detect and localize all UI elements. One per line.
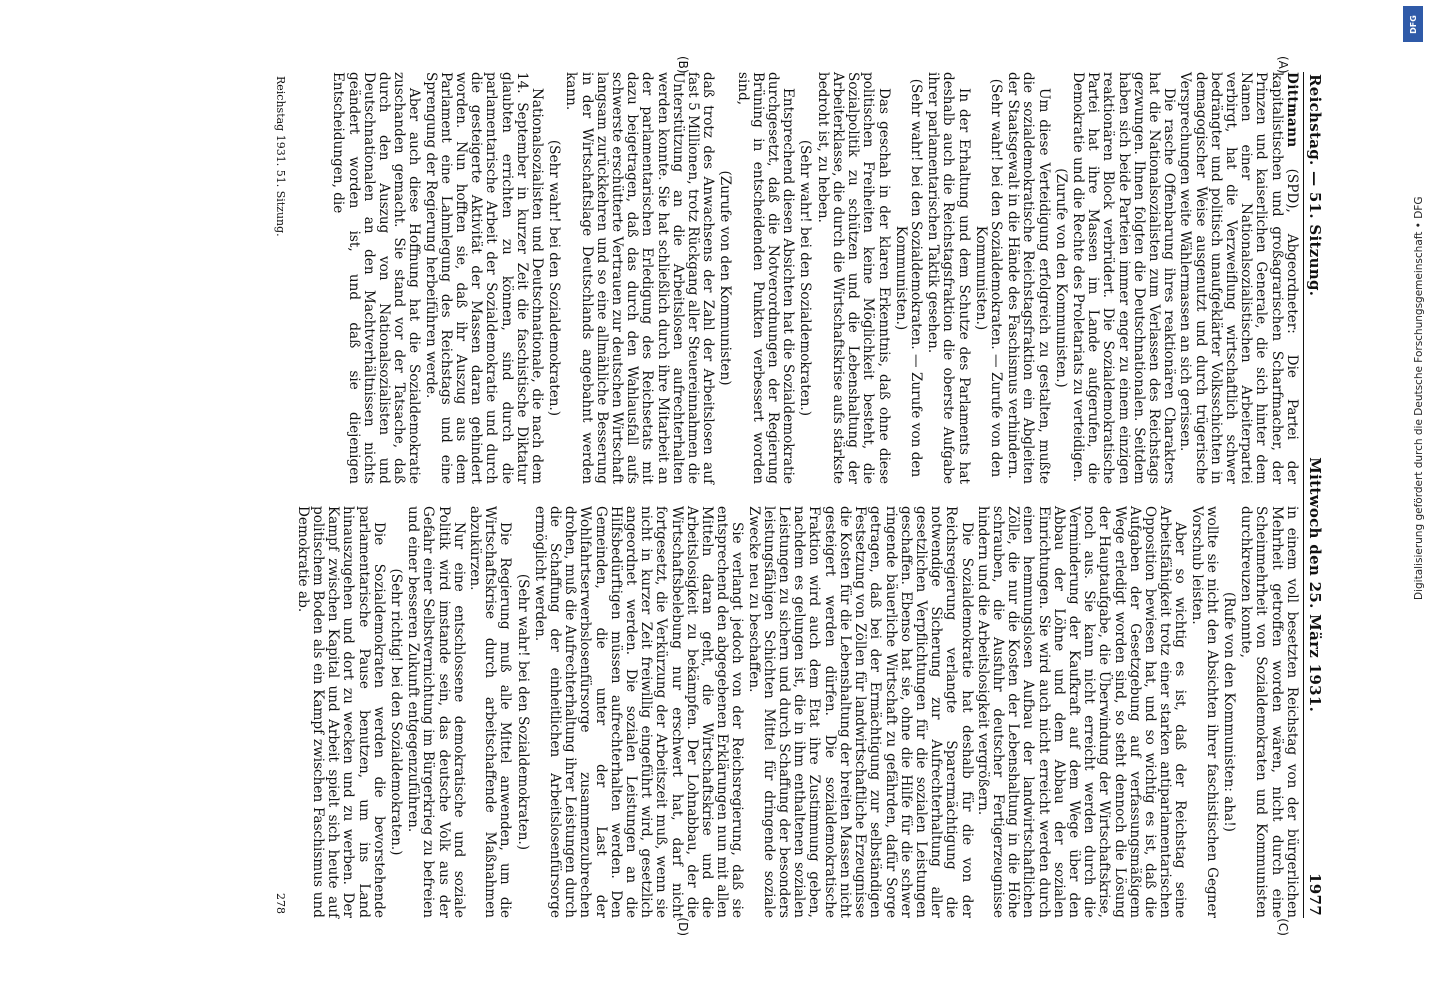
interjection: (Sehr richtig! bei den Sozialdemokraten.) (388, 568, 405, 856)
paragraph: Um diese Verteidigung erfolgreich zu gestalten, mußte die sozialdemokratische Reichstagsfraktion ein Abgleiten der Staatsgewalt in die Hände des Faschismus verhindern. (1005, 72, 1052, 484)
digitization-note (1398, 14, 1428, 600)
interjection: (Sehr wahr! bei den Sozialdemokraten. — Zurufe von den Kommunisten.) (892, 78, 924, 478)
speaker-name: Dittmann (1283, 72, 1300, 148)
paragraph: Sie verlangt jedoch von der Reichsregierung, daß sie entsprechend den abgegebenen Erklärungen nun mit allen Mitteln daran geht, die Wirtschaftskrise und die Arbeitslosigkeit zu bekämpfen. Der Lohnabbau, der die Wirtschaftsbelebung nur erschwert hat, darf nicht fortgesetzt, die Verkürzung der Arbeitszeit muß, wenn sie nicht in kurzer Zeit freiwillig eingeführt wird, gesetzlich angeordnet werden. Die sozialen Leistungen an die Hilfsbedürftigen müssen aufrechterhalten werden. Den Gemeinden, die unter der Last der Wohlfahrtserwerbslosenfürsorge zusammenzubrechen drohen, muß die Aufrechterhaltung ihrer Leistungen durch die Schaffung der einheitlichen Arbeitslosenfürsorge ermöglicht werden. (531, 506, 746, 918)
paragraph: Aber auch diese Hoffnung hat die Sozialdemokratie zuschanden gemacht. Sie stand vor der Tatsache, daß durch den Auszug von Nationalsozialisten und Deutschnationalen an den Machtverhältnissen nichts geändert worden ist, und daß sie diejenigen Entscheidungen, die (330, 72, 423, 484)
header-date: Mittwoch den 25. März 1931. (1306, 457, 1324, 713)
interjection: (Sehr wahr! bei den Sozialdemokraten.) (546, 139, 563, 417)
margin-letter-c: (C) (1276, 918, 1290, 936)
paragraph: Die Sozialdemokratie hat deshalb für die von der Reichsregierung verlangte Sparermächtigung die notwendige Sicherung zur Aufrechterhaltung aller gesetzlichen Verpflichtungen für die sozialen Leistungen geschaffen. Ebenso hat sie, ohne die Hilfe für die schwer ringende bäuerliche Wirtschaft zu gefährden, dafür Sorge getragen, daß bei der Ermächtigung zur selbständigen Festsetzung von Zöllen für landwirtschaftliche Erzeugnisse die Kosten für die Lebenshaltung der breiten Massen nicht gesteigert werden dürfen. Die sozialdemokratische Fraktion wird auch dem Etat ihre Zustimmung geben, nachdem es gelungen ist, die in ihm enthaltenen sozialen Leistungen zu sichern und durch Schaffung der besonders leistungsfähigen Schichten Mittel für dringende soziale Zwecke neu zu beschaffen. (745, 506, 975, 918)
interjection: (Zurufe von den Kommunisten.) (1052, 168, 1069, 388)
right-column (294, 506, 1299, 918)
paragraph: in einem voll besetzten Reichstag von der bürgerlichen Mehrheit getroffen worden wären, nicht durch eine Scheinmehrheit von Sozialdemokraten und Kommunisten durchkreuzen konnte, (1238, 506, 1300, 918)
interjection: (Zurufe von den Kommunisten) (717, 170, 734, 386)
paragraph: Entsprechend diesen Absichten hat die Sozialdemokratie durchgesetzt, daß die Notverordnungen der Regierung Brüning in entscheidenden Punkten verbessert worden sind, (734, 72, 797, 484)
page-number: 1977 (1306, 873, 1324, 916)
paragraph: Nationalsozialisten und Deutschnationale, die nach dem 14. September in kurzer Zeit die faschistische Diktatur glaubten errichten zu können, sind durch die parlamentarische Arbeit der Sozialdemokratie und durch die gesteigerte Aktivität der Massen daran gehindert worden. Nun hofften sie, daß ihr Auszug aus dem Parlament eine Lahmlegung des Reichstags und eine Sprengung der Regierung herbeiführen werde. (422, 72, 546, 484)
paragraph: wollte sie nicht den Absichten ihrer faschistischen Gegner Vorschub leisten. (1188, 506, 1220, 918)
paragraph: Die Regierung muß alle Mittel anwenden, um die Wirtschaftskrise durch arbeitschaffende Maßnahmen abzukürzen. (467, 506, 514, 918)
dfg-logo: DFG (1403, 6, 1423, 42)
paragraph: Die rasche Offenbarung ihres reaktionären Charakters hat die Nationalsozialisten zum Verlassen des Reichstags gezwungen. Ihnen folgten die Deutschnationalen. Seitdem haben sich beide Parteien immer enger zu einem einzigen reaktionären Block verbrüdert. Die Sozialdemokratische Partei hat ihre Massen im Lande aufgerufen, die Demokratie und die Rechte des Proletariats zu verteidigen. (1069, 72, 1178, 484)
left-column (294, 72, 1299, 484)
paragraph-text: (SPD), Abgeordneter: Die Partei der kapitalistischen und großagrarischen Scharfmacher, der Prinzen und kaiserlichen Generale, die sich hinter dem Namen einer Nationalsozialistischen Arbeiterpartei verbirgt, hat die Verzweiflung wirtschaftlich schwer bedrängter und politisch unaufgeklärter Volksschichten in demagogischer Weise ausgenutzt und durch trügerische Versprechungen weite Wählermassen an sich gerissen. (1177, 72, 1300, 485)
interjection: (Sehr wahr! bei den Sozialdemokraten.) (797, 139, 814, 417)
paragraph: In der Erhaltung und dem Schutze des Parlaments hat deshalb auch die Reichstagsfraktion die oberste Aufgabe ihrer parlamentarischen Taktik gesehen. (925, 72, 972, 484)
margin-letter-d: (D) (676, 917, 690, 936)
header-left: Reichstag. — 51. Sitzung. (1306, 74, 1324, 297)
page-footer (272, 72, 287, 918)
digitization-text: Digitalisierung gefördert durch die Deutsche Forschungsgemeinschaft • DFG (1413, 196, 1425, 600)
paragraph: Aber so wichtig es ist, daß der Reichstag seine Arbeitsfähigkeit trotz einer starken antiparlamentarischen Opposition bewiesen hat, und so wichtig es ist, daß die Aufgaben der Gesetzgebung auf verfassungsmäßigem Wege erledigt worden sind, so steht dennoch die Lösung der Hauptaufgabe, die Überwindung der Wirtschaftskrise, noch aus. Sie kann nicht erreicht werden durch die Verminderung der Kaufkraft auf dem Wege über den Abbau der Löhne und dem Abbau der sozialen Einrichtungen. Sie wird auch nicht erreicht werden durch einen hemmungslosen Aufbau der landwirtschaftlichen Zölle, die nur die Kosten der Lebenshaltung in die Höhe schrauben, die Ausfuhr deutscher Fertigerzeugnisse hindern und die Arbeitslosigkeit vergrößern. (974, 506, 1189, 918)
interjection: (Rufe von den Kommunisten: aha!) (1220, 592, 1237, 832)
paragraph: daß trotz des Anwachsens der Zahl der Arbeitslosen auf fast 5 Millionen, trotz Rückgang aller Steuereinnahmen die Unterstützung an die Arbeitslosen aufrechterhalten werden konnte. Sie hat schließlich durch ihre Mitarbeit an der parlamentarischen Erledigung des Reichsetats mit dazu beigetragen, daß das durch den Wahlausfall aufs schwerste erschütterte Vertrauen zur deutschen Wirtschaft langsam zurückkehren und so eine allmähliche Besserung in der Wirtschaftslage Deutschlands angebahnt werden kann. (563, 72, 717, 484)
paragraph (1177, 72, 1299, 484)
footer-page: 278 (273, 893, 287, 914)
paragraph: Das geschah in der klaren Erkenntnis, daß ohne diese politischen Freiheiten keine Möglichkeit besteht, die Sozialpolitik zu schützen und die Lebenshaltung der Arbeiterklasse, die durch die Wirtschaftskrise aufs stärkste bedroht ist, zu heben. (814, 72, 892, 484)
page-header (1303, 72, 1322, 918)
interjection: (Sehr wahr! bei den Sozialdemokraten.) (514, 573, 531, 851)
footer-left: Reichstag 1931. 51. Sitzung. (273, 76, 287, 237)
paragraph: Nur eine entschlossene demokratische und soziale Politik wird imstande sein, das deutsche Volk aus der Gefahr einer Selbstvernichtung im Bürgerkrieg zu befreien und einer besseren Zukunft entgegenzuführen. (405, 506, 467, 918)
paragraph: Die Sozialdemokraten werden die bevorstehende parlamentarische Pause benutzen, um ins Land hinauszugehen und dort zu wecken und zu werben. Der Kampf zwischen Kapital und Arbeit spielt sich heute auf politischem Boden als ein Kampf zwischen Faschismus und Demokratie ab. (294, 506, 387, 918)
margin-letter-b: (B) (676, 56, 690, 74)
interjection: (Sehr wahr! bei den Sozialdemokraten. — Zurufe von den Kommunisten.) (972, 78, 1004, 478)
margin-letter-a: (A) (1276, 56, 1290, 74)
document-page (50, 56, 1330, 936)
